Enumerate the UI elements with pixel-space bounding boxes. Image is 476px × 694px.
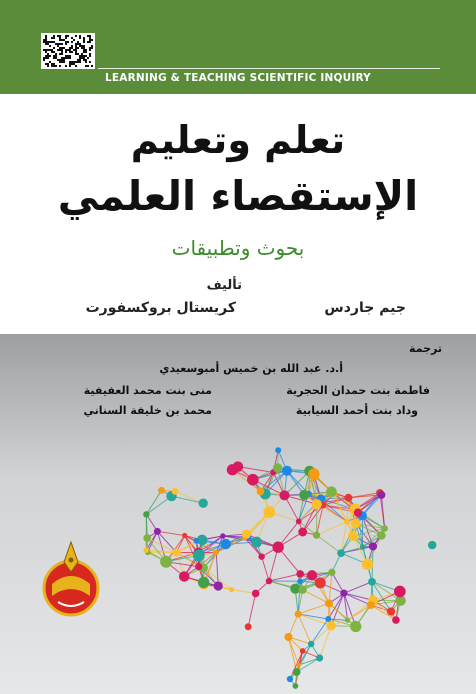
brain-network-icon	[116, 432, 446, 694]
translator-name: فاطمة بنت حمدان الحجرية	[286, 384, 430, 397]
translators-label: ترجمة	[409, 342, 442, 355]
title-line-1: تعلم وتعليم	[130, 118, 346, 162]
author-label: تأليف	[206, 278, 242, 293]
header-divider	[98, 68, 440, 69]
author-name: جيم جاردس	[324, 300, 406, 316]
title-line-2: الإستقصاء العلمي	[57, 172, 419, 220]
translator-name: منى بنت محمد العفيفية	[83, 384, 212, 397]
author-name: كريستال بروكسفورت	[85, 300, 236, 316]
subtitle: بحوث وتطبيقات	[171, 236, 305, 260]
publisher-logo-icon	[40, 538, 102, 620]
translator-name: محمد بن خليفة السناني	[83, 404, 212, 417]
translator-name: وداد بنت أحمد السيابية	[295, 404, 418, 417]
english-title: LEARNING & TEACHING SCIENTIFIC INQUIRY	[105, 72, 371, 84]
qr-code-icon	[41, 33, 95, 69]
translator-name: أ.د. عبد الله بن خميس أمبوسعيدي	[159, 362, 343, 375]
